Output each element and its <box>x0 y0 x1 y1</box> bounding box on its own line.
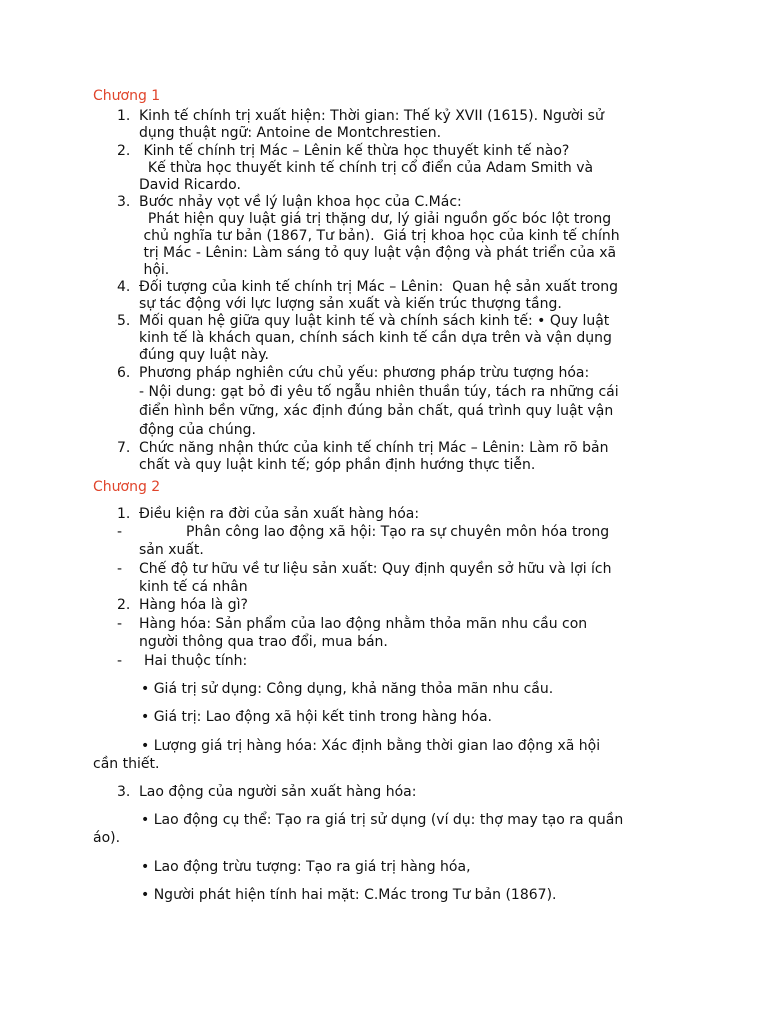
list-item-number: 5. <box>117 313 131 329</box>
list-item-line: Hàng hóa là gì? <box>139 597 248 613</box>
list-item-line: Chức năng nhận thức của kinh tế chính trị Mác – Lênin: Làm rõ bản <box>139 440 609 456</box>
list-item-line: Bước nhảy vọt về lý luận khoa học của C.Mác: <box>139 194 462 210</box>
list-item-line: hội. <box>139 262 170 278</box>
list-item-line: Lao động của người sản xuất hàng hóa: <box>139 784 417 800</box>
list-item-line: Phương pháp nghiên cứu chủ yếu: phương pháp trừu tượng hóa: <box>139 365 590 381</box>
dash-item-line: người thông qua trao đổi, mua bán. <box>139 634 388 650</box>
dash-marker: - <box>117 616 123 632</box>
list-item-line: David Ricardo. <box>139 177 241 193</box>
list-item-line: Điều kiện ra đời của sản xuất hàng hóa: <box>139 506 420 522</box>
list-item-line: - Nội dung: gạt bỏ đi yêu tố ngẫu nhiên thuần túy, tách ra những cái <box>139 384 619 400</box>
bullet-line: • Giá trị sử dụng: Công dụng, khả năng thỏa mãn nhu cầu. <box>141 681 554 697</box>
bullet-line: áo). <box>93 830 121 846</box>
list-item-line: trị Mác - Lênin: Làm sáng tỏ quy luật vận động và phát triển của xã <box>139 245 617 261</box>
list-item-number: 1. <box>117 506 131 522</box>
list-item-number: 3. <box>117 784 131 800</box>
bullet-line: • Lượng giá trị hàng hóa: Xác định bằng thời gian lao động xã hội <box>141 738 601 754</box>
list-item-number: 2. <box>117 597 131 613</box>
dash-item-line: Hai thuộc tính: <box>144 653 248 669</box>
bullet-line: • Người phát hiện tính hai mặt: C.Mác trong Tư bản (1867). <box>141 887 557 903</box>
list-item-number: 1. <box>117 108 131 124</box>
bullet-line: • Lao động trừu tượng: Tạo ra giá trị hàng hóa, <box>141 859 471 875</box>
list-item-number: 2. <box>117 143 131 159</box>
dash-item-line: Hàng hóa: Sản phẩm của lao động nhằm thỏa mãn nhu cầu con <box>139 616 588 632</box>
chapter-1-heading: Chương 1 <box>93 88 161 104</box>
chapter-2-heading: Chương 2 <box>93 479 161 495</box>
dash-item-line: Phân công lao động xã hội: Tạo ra sự chuyên môn hóa trong <box>186 524 610 540</box>
bullet-line: cần thiết. <box>93 756 160 772</box>
list-item-line: kinh tế là khách quan, chính sách kinh tế cần dựa trên và vận dụng <box>139 330 612 346</box>
dash-marker: - <box>117 561 123 577</box>
bullet-line: • Lao động cụ thể: Tạo ra giá trị sử dụng (ví dụ: thợ may tạo ra quần <box>141 812 624 828</box>
list-item-line: sự tác động với lực lượng sản xuất và kiến trúc thượng tầng. <box>139 296 562 312</box>
dash-item-line: Chế độ tư hữu về tư liệu sản xuất: Quy định quyền sở hữu và lợi ích <box>139 561 612 577</box>
list-item-number: 3. <box>117 194 131 210</box>
list-item-line: đúng quy luật này. <box>139 347 269 363</box>
list-item-line: chất và quy luật kinh tế; góp phần định hướng thực tiễn. <box>139 457 536 473</box>
list-item-line: Kế thừa học thuyết kinh tế chính trị cổ điển của Adam Smith và <box>139 160 594 176</box>
dash-item-line: kinh tế cá nhân <box>139 579 248 595</box>
dash-marker: - <box>117 653 123 669</box>
list-item-line: Phát hiện quy luật giá trị thặng dư, lý giải nguồn gốc bóc lột trong <box>139 211 612 227</box>
dash-item-line: sản xuất. <box>139 542 204 558</box>
list-item-line: Kinh tế chính trị xuất hiện: Thời gian: Thế kỷ XVII (1615). Người sử <box>139 108 604 124</box>
list-item-line: động của chúng. <box>139 422 256 438</box>
list-item-line: dụng thuật ngữ: Antoine de Montchrestien. <box>139 125 442 141</box>
list-item-line: Kinh tế chính trị Mác – Lênin kế thừa học thuyết kinh tế nào? <box>139 143 570 159</box>
list-item-line: Đối tượng của kinh tế chính trị Mác – Lênin: Quan hệ sản xuất trong <box>139 279 619 295</box>
bullet-line: • Giá trị: Lao động xã hội kết tinh trong hàng hóa. <box>141 709 493 725</box>
list-item-line: Mối quan hệ giữa quy luật kinh tế và chính sách kinh tế: • Quy luật <box>139 313 610 329</box>
list-item-number: 4. <box>117 279 131 295</box>
list-item-number: 7. <box>117 440 131 456</box>
list-item-line: điển hình bền vững, xác định đúng bản chất, quá trình quy luật vận <box>139 403 614 419</box>
dash-marker: - <box>117 524 123 540</box>
list-item-number: 6. <box>117 365 131 381</box>
list-item-line: chủ nghĩa tư bản (1867, Tư bản). Giá trị khoa học của kinh tế chính <box>139 228 620 244</box>
